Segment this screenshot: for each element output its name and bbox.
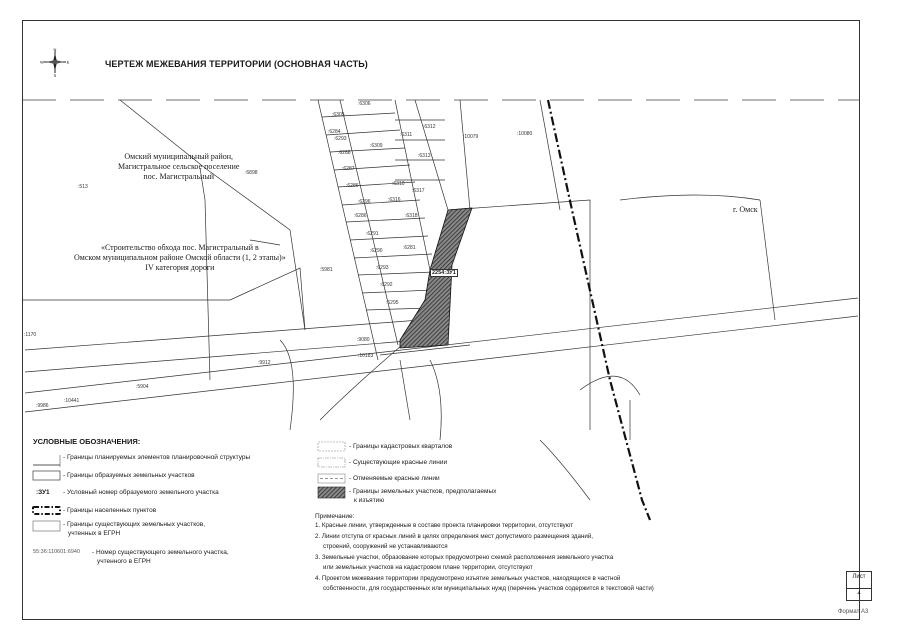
- compass-w: W: [40, 59, 44, 65]
- note-line: 4. Проектом межевания территории предусмотрено изъятие земельных участков, находящихся в частной: [315, 575, 621, 582]
- parcel-number: :6293: [334, 136, 347, 142]
- legend-item: - Границы существующих земельных участков,: [63, 521, 206, 528]
- parcel-number: :6281: [403, 245, 416, 251]
- parcel-number: :10183: [358, 353, 374, 359]
- parcel-number: :6295: [386, 300, 399, 306]
- note-line: 1. Красные линии, утвержденные в составе проекта планировки территории, отсутствуют: [315, 522, 574, 529]
- parcel-number: :6284: [328, 129, 341, 135]
- legend-title: УСЛОВНЫЕ ОБОЗНАЧЕНИЯ:: [33, 437, 141, 446]
- parcel-number: :6292: [380, 282, 393, 288]
- project-label-line: Омском муниципальном районе Омской области (1, 2 этапы)»: [74, 253, 286, 262]
- project-label-line: IV категория дороги: [145, 263, 215, 272]
- note-line: 2. Линии отступа от красных линий в целях определения мест допустимого размещения зданий,: [315, 533, 593, 540]
- sheet-number-box: [846, 571, 872, 601]
- parcel-number: :10441: [64, 398, 80, 404]
- paper-format: Формат А3: [838, 609, 869, 615]
- parcel-number: :10079: [463, 134, 479, 140]
- sheet-label: Лист: [852, 574, 866, 580]
- legend-item-right: - Существующие красные линии: [349, 459, 448, 466]
- legend-zu-symbol: :ЗУ1: [36, 489, 50, 496]
- parcel-number: :6288: [338, 150, 351, 156]
- note-line: или земельных участков на кадастровом плане территории, отсутствуют: [323, 564, 533, 571]
- note-line: строений, сооружений не устанавливаются: [323, 543, 448, 550]
- parcel-number: :5981: [320, 267, 333, 273]
- legend-cad-sample: 55:36:110601:6940: [33, 549, 80, 555]
- legend-symbol-new-parcel: [33, 471, 60, 480]
- parcel-number: :6306: [358, 101, 371, 107]
- parcel-number: :6311: [400, 132, 413, 138]
- legend-item: - Границы населенных пунктов: [63, 507, 157, 514]
- drawing-title: ЧЕРТЕЖ МЕЖЕВАНИЯ ТЕРРИТОРИИ (ОСНОВНАЯ ЧАСТЬ): [105, 59, 368, 69]
- parcel-number: :10080: [517, 131, 533, 137]
- legend-symbol-seized: [318, 487, 345, 498]
- parcel-number: :1170: [24, 332, 37, 338]
- legend-symbol-cad-quarter: [318, 442, 345, 451]
- parcel-number: :6313: [418, 153, 431, 159]
- parcel-number: :9912: [258, 360, 271, 366]
- project-label-line: «Строительство обхода пос. Магистральный в: [100, 243, 259, 252]
- parcel-number: :6290: [370, 248, 383, 254]
- parcel-number: :6318: [405, 213, 418, 219]
- parcel-number: :6312: [423, 124, 436, 130]
- city-label: г. Омск: [733, 205, 758, 214]
- legend-symbol-red-lines: [318, 458, 345, 467]
- parcel-number: :6286: [354, 213, 367, 219]
- parcel-number: :6296: [358, 199, 371, 205]
- plot-number-label: 2254:ЗУ1: [432, 270, 456, 276]
- compass-e: E: [66, 59, 70, 65]
- legend-item-right: к изъятию: [354, 497, 385, 504]
- legend-item: - Границы образуемых земельных участков: [63, 472, 195, 479]
- parcel-number: :6316: [388, 197, 401, 203]
- legend-symbol-settlement: [33, 507, 60, 514]
- sheet-number: 4: [847, 588, 871, 597]
- parcel-number: :6293: [376, 265, 389, 271]
- legend-item-right: - Границы кадастровых кварталов: [349, 443, 453, 450]
- parcel-number: :6309: [370, 143, 383, 149]
- area-label-line: Омский муниципальный район,: [124, 152, 234, 161]
- parcel-number: :9080: [357, 337, 370, 343]
- parcel-number: :6310: [392, 181, 405, 187]
- parcel-number: :6305: [332, 112, 345, 118]
- parcel-number: :6898: [245, 170, 258, 176]
- notes-title: Примечание:: [315, 513, 355, 520]
- legend-symbol-existing-parcel: [33, 521, 60, 531]
- legend-item: - Границы планируемых элементов планировочной структуры: [63, 454, 251, 461]
- legend-item-right: - Границы земельных участков, предполагаемых: [349, 488, 497, 495]
- note-line: 3. Земельные участки, образование которых предусмотрено схемой расположения земельного участка: [315, 554, 614, 561]
- parcel-number: :9986: [36, 403, 49, 409]
- parcel-number: :6287: [342, 166, 355, 172]
- area-label-line: пос. Магистральный: [143, 172, 215, 181]
- parcel-number: :6286: [346, 183, 359, 189]
- legend-item: учтенного в ЕГРН: [97, 558, 151, 565]
- parcel-number: :6291: [366, 231, 379, 237]
- note-line: собственности, для государственных или муниципальных нужд (перечень участков содержится в текстовой части): [323, 585, 654, 592]
- compass-n: N: [53, 47, 57, 52]
- parcel-number: :5904: [136, 384, 149, 390]
- parcel-number: :6317: [412, 188, 425, 194]
- legend-item: - Номер существующего земельного участка,: [92, 549, 229, 556]
- area-label-line: Магистральное сельское поселение: [118, 162, 240, 171]
- legend-item: - Условный номер образуемого земельного участка: [63, 489, 219, 496]
- legend-item-right: - Отменяемые красные линии: [349, 475, 440, 482]
- legend-item: учтенных в ЕГРН: [68, 530, 121, 537]
- parcel-number: :513: [78, 184, 88, 190]
- compass-s: S: [53, 73, 57, 77]
